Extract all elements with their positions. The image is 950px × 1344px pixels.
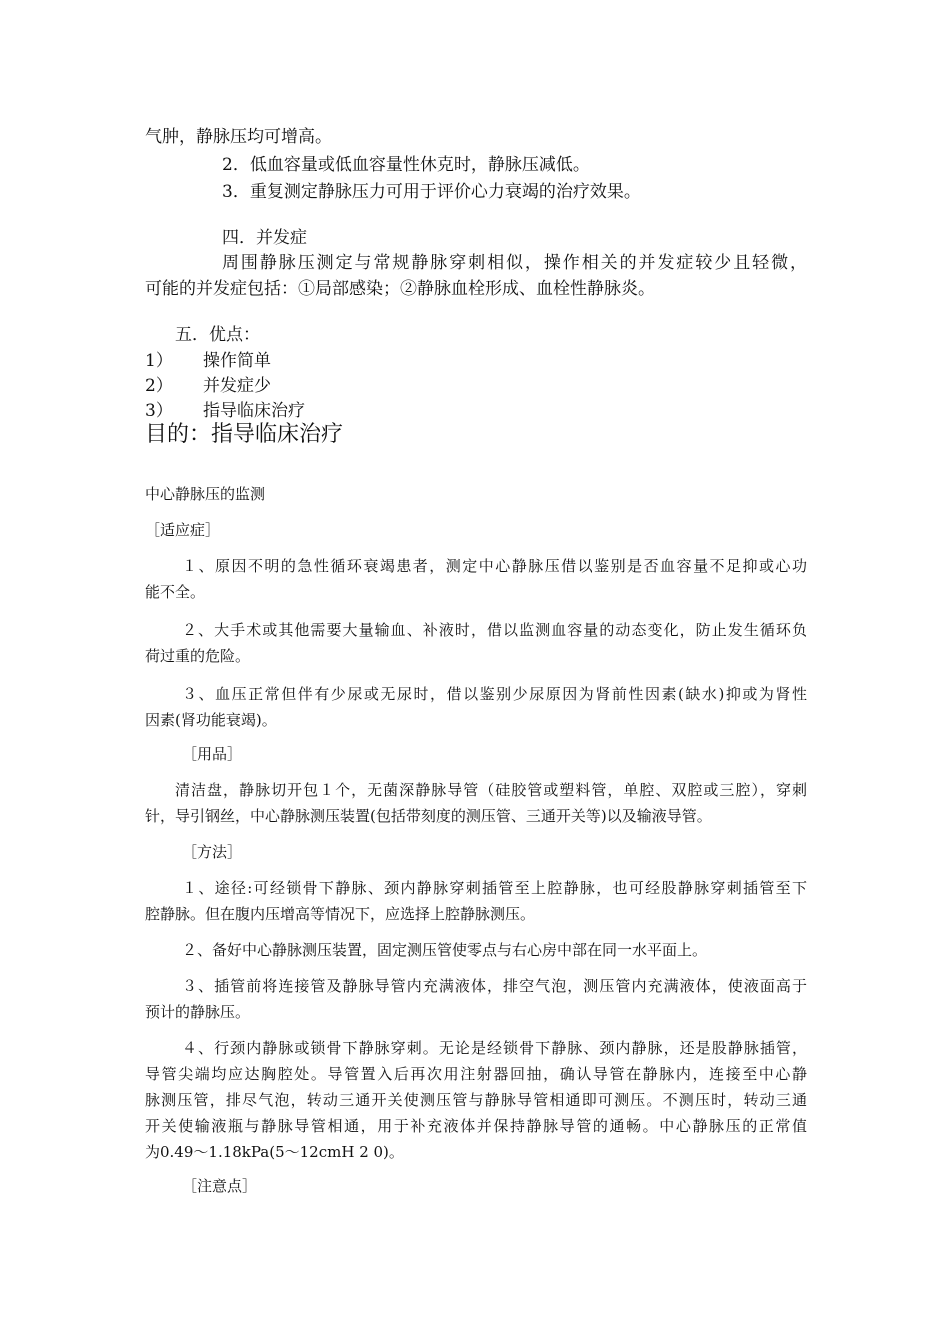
list-number: 1）: [145, 351, 173, 371]
section-heading: 四．并发症: [222, 228, 307, 248]
paragraph-line: 为0.49～1.18kPa(5～12cmH 2 0)。: [145, 1143, 404, 1161]
list-text: 指导临床治疗: [203, 401, 305, 421]
paragraph-line: 预计的静脉压。: [145, 1003, 251, 1021]
paragraph-line: 荷过重的危险。: [145, 647, 251, 665]
paragraph-line: 针，导引钢丝，中心静脉测压装置(包括带刻度的测压管、三通开关等)以及输液导管。: [145, 807, 712, 825]
paragraph-line: ２、大手术或其他需要大量输血、补液时，借以监测血容量的动态变化，防止发生循环负: [182, 621, 807, 639]
list-item: [145, 371, 271, 396]
paragraph-line: ４、行颈内静脉或锁骨下静脉穿刺。无论是经锁骨下静脉、颈内静脉，还是股静脉插管，: [182, 1039, 807, 1057]
section-heading: ［适应症］: [145, 521, 221, 539]
paragraph-line: ３、插管前将连接管及静脉导管内充满液体，排空气泡，测压管内充满液体，使液面高于: [182, 977, 807, 995]
section-heading: 五．优点：: [175, 325, 260, 345]
page-title: 中心静脉压的监测: [145, 485, 266, 503]
list-number: 2）: [145, 376, 173, 396]
list-text: 并发症少: [203, 376, 271, 396]
paragraph-line: ２、备好中心静脉测压装置，固定测压管使零点与右心房中部在同一水平面上。: [182, 941, 708, 959]
paragraph-line: 能不全。: [145, 583, 206, 601]
purpose-heading: 目的：指导临床治疗: [145, 422, 344, 447]
section-heading: ［方法］: [182, 843, 243, 861]
list-item: [145, 346, 271, 371]
paragraph-line: 开关使输液瓶与静脉导管相通，用于补充液体并保持静脉导管的通畅。中心静脉压的正常值: [145, 1117, 807, 1135]
paragraph-line: １、原因不明的急性循环衰竭患者，测定中心静脉压借以鉴别是否血容量不足抑或心功: [182, 557, 807, 575]
section-heading: ［用品］: [182, 745, 243, 763]
list-item: 2．低血容量或低血容量性休克时，静脉压减低。: [222, 155, 590, 175]
paragraph-line: 气肿，静脉压均可增高。: [145, 127, 332, 147]
paragraph-line: ３、血压正常但伴有少尿或无尿时，借以鉴别少尿原因为肾前性因素(缺水)抑或为肾性: [182, 685, 807, 703]
paragraph-line: 腔静脉。但在腹内压增高等情况下，应选择上腔静脉测压。: [145, 905, 536, 923]
paragraph-line: 脉测压管，排尽气泡，转动三通开关使测压管与静脉导管相通即可测压。不测压时，转动三通: [145, 1091, 807, 1109]
paragraph-line: 可能的并发症包括：①局部感染；②静脉血栓形成、血栓性静脉炎。: [145, 279, 655, 299]
paragraph-line: 周围静脉压测定与常规静脉穿刺相似，操作相关的并发症较少且轻微，: [222, 253, 807, 273]
paragraph-line: 因素(肾功能衰竭)。: [145, 711, 277, 729]
list-number: 3）: [145, 401, 173, 421]
section-heading: ［注意点］: [182, 1177, 258, 1195]
list-item: 3．重复测定静脉压力可用于评价心力衰竭的治疗效果。: [222, 182, 641, 202]
list-text: 操作简单: [203, 351, 271, 371]
paragraph-line: 清洁盘，静脉切开包１个，无菌深静脉导管（硅胶管或塑料管，单腔、双腔或三腔），穿刺: [175, 781, 807, 799]
paragraph-line: 导管尖端均应达胸腔处。导管置入后再次用注射器回抽，确认导管在静脉内，连接至中心静: [145, 1065, 807, 1083]
paragraph-line: １、途径:可经锁骨下静脉、颈内静脉穿刺插管至上腔静脉，也可经股静脉穿刺插管至下: [182, 879, 807, 897]
